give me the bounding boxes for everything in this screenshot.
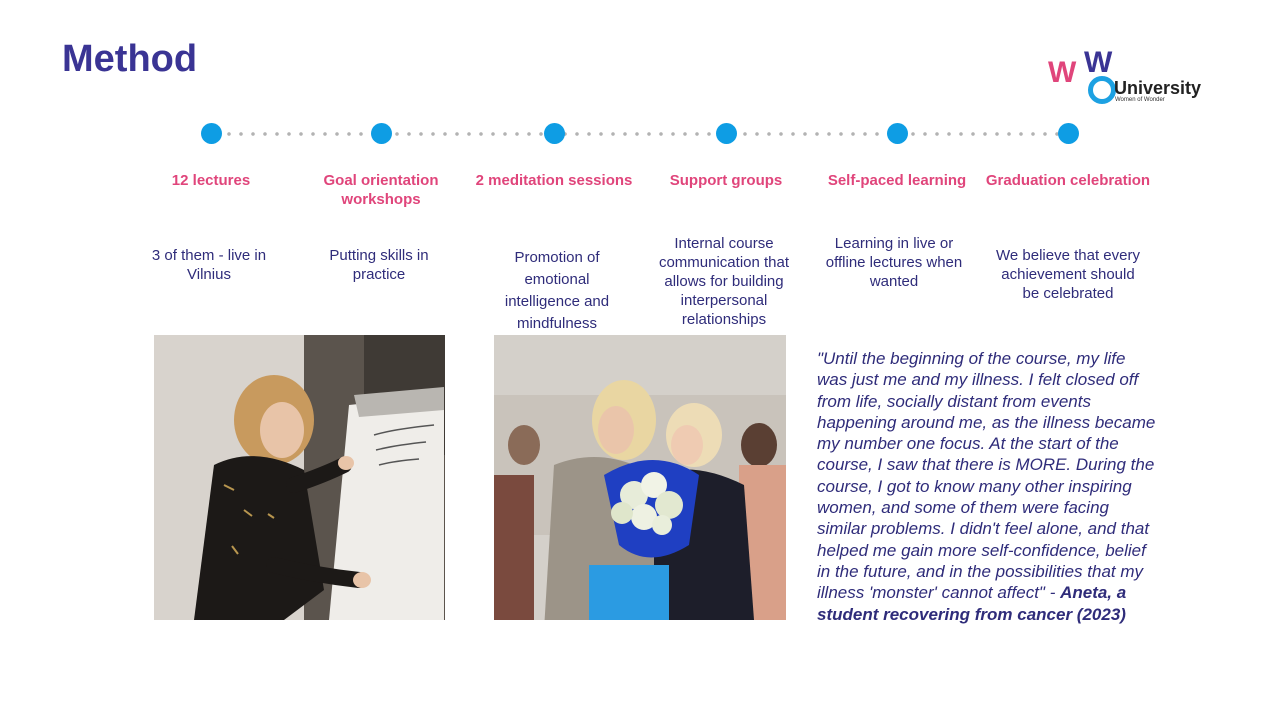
step-title-1: 12 lectures [171, 172, 251, 189]
testimonial-author: Aneta, a student recovering from cancer (2023) [817, 583, 1127, 624]
wwo-university-logo: W W University Women of Wonder [1048, 46, 1202, 103]
testimonial-quote [817, 348, 1157, 625]
timeline-node-5 [887, 123, 908, 144]
timeline-node-6 [1058, 123, 1079, 144]
method-timeline [0, 0, 1280, 160]
timeline-node-1 [201, 123, 222, 144]
step-title-5: Self-paced learning [827, 172, 967, 189]
step-desc-1: 3 of them - live in Vilnius [151, 247, 267, 283]
step-title-6: Graduation celebration [985, 172, 1151, 189]
photo-lecture-flipchart [154, 335, 445, 620]
step-title-3: 2 meditation sessions [475, 172, 633, 189]
photo-graduation-embrace [494, 335, 786, 620]
logo-name: University [1114, 78, 1202, 98]
timeline-node-2 [371, 123, 392, 144]
step-title-2: Goal orientation workshops [323, 172, 439, 208]
step-title-4: Support groups [669, 172, 783, 189]
step-desc-4: Internal course communication that allows for building interpersonal relationships [658, 235, 790, 328]
step-desc-2: Putting skills in practice [329, 247, 429, 283]
testimonial-text: "Until the beginning of the course, my life was just me and my illness. I felt closed off from life, socially distant from events happening around me, as the illness became my number one focus. At the start of the course, I saw that there is MORE. During the course, I got to know many other inspiring women, and some of them were facing similar problems. I didn't feel alone, and that helped me gain more self-confidence, belief in the future, and in the possibilities that my illness 'monster' cannot affect" - [817, 349, 1156, 603]
page-title: Method [62, 38, 198, 80]
step-desc-5: Learning in live or offline lectures when wanted [825, 235, 963, 290]
step-desc-6: We believe that every achievement should be celebrated [996, 247, 1140, 302]
timeline-dotted-line [211, 132, 1068, 136]
step-desc-3: Promotion of emotional intelligence and mindfulness [504, 249, 610, 332]
timeline-node-4 [716, 123, 737, 144]
timeline-node-3 [544, 123, 565, 144]
logo-tagline: Women of Wonder [1115, 97, 1165, 103]
